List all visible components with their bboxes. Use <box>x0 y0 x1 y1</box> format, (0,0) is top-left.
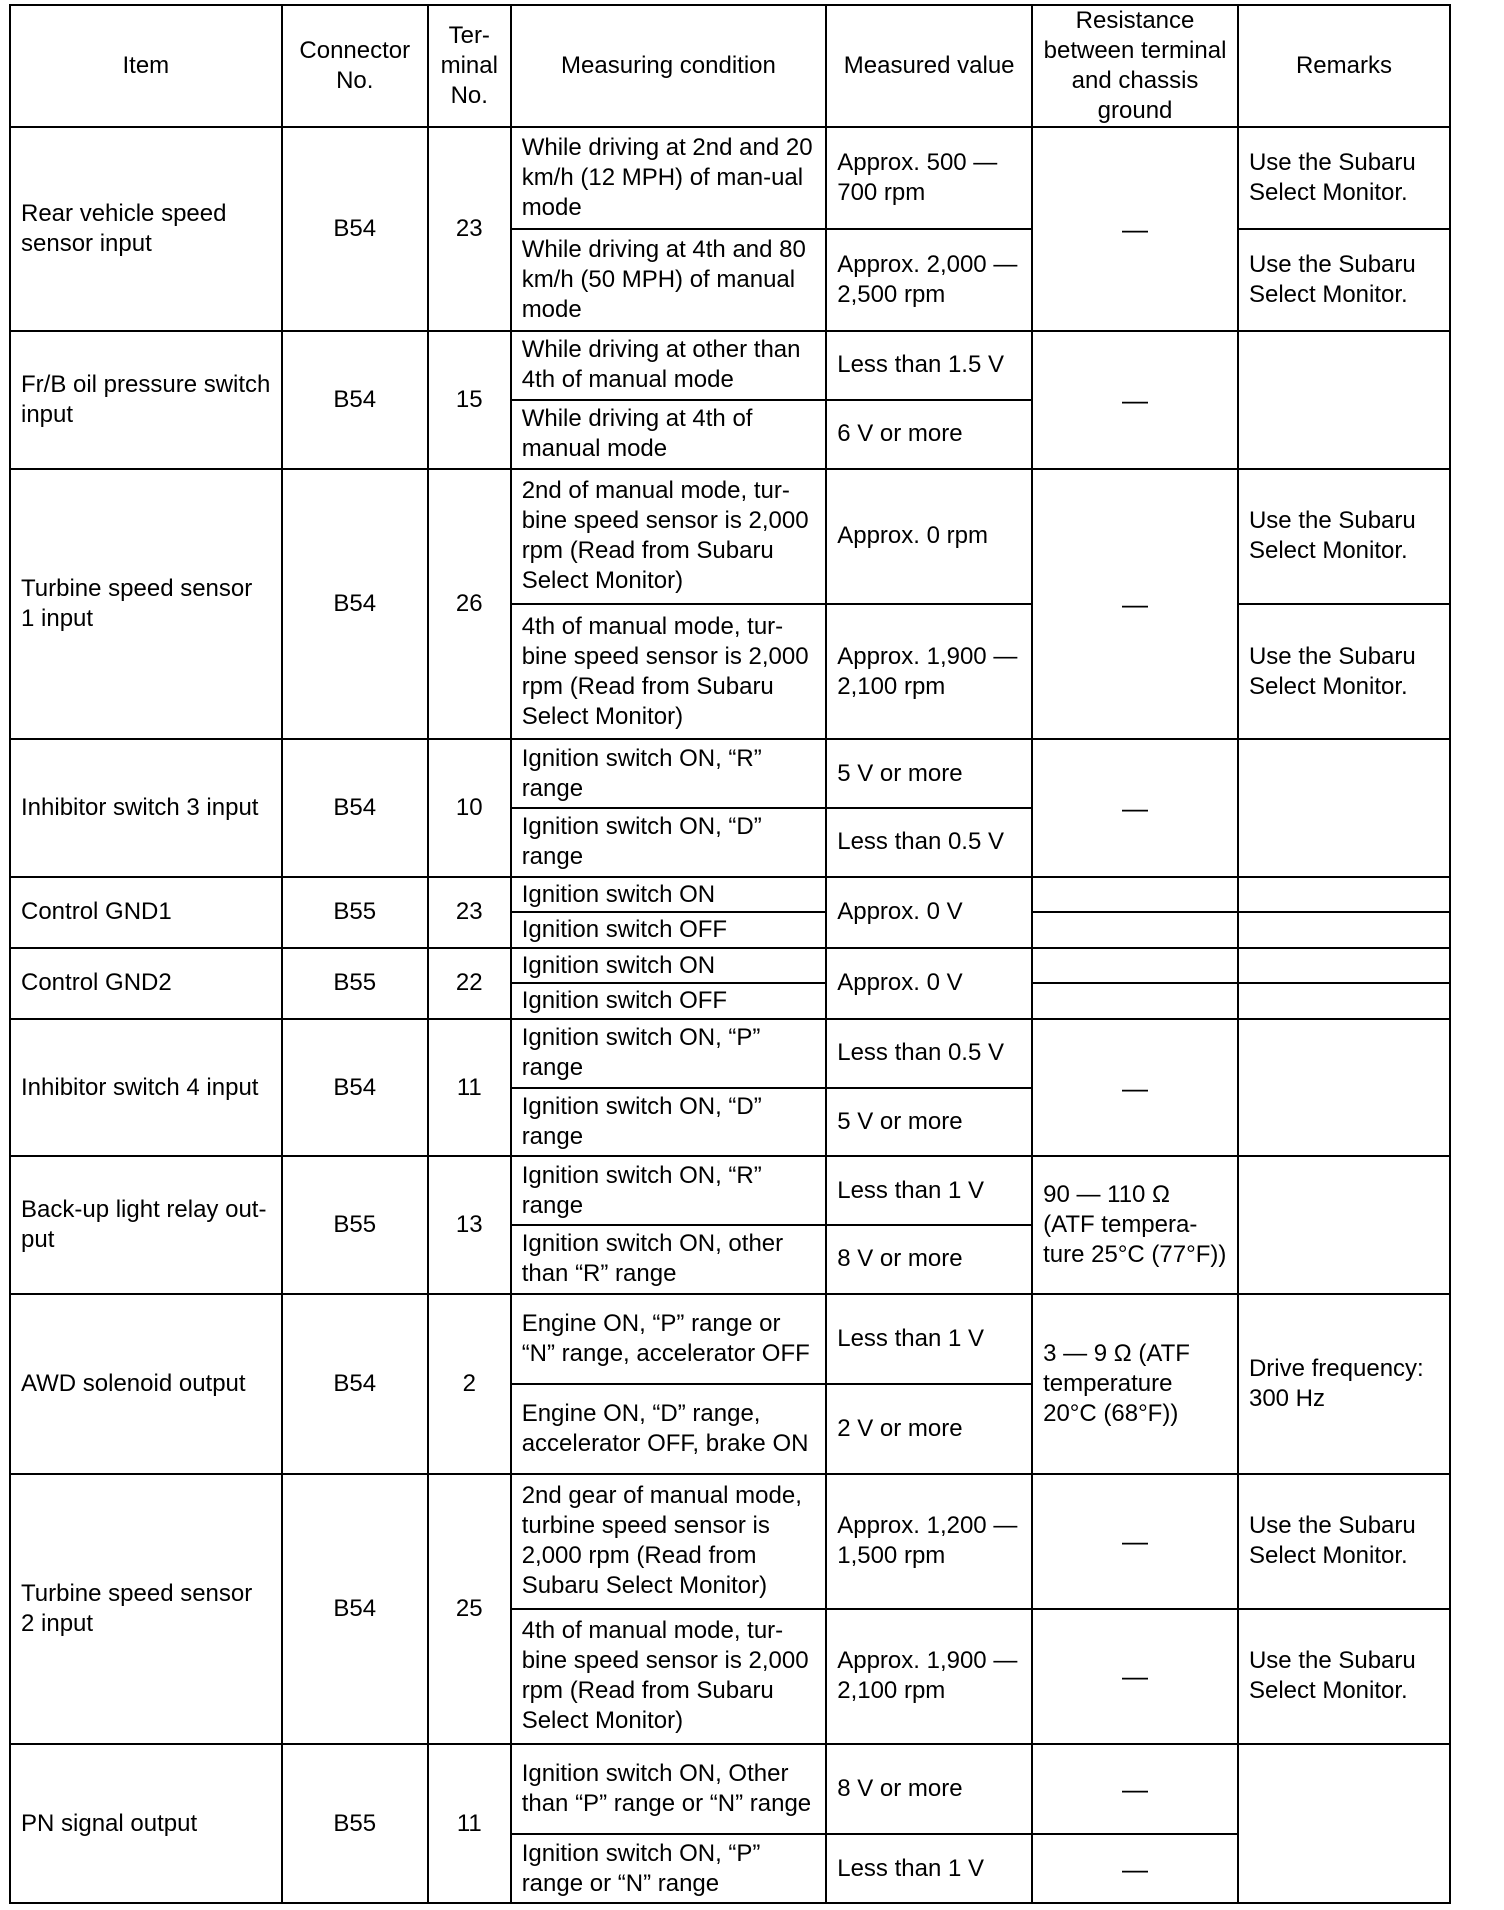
resistance-cell: — <box>1032 127 1238 331</box>
value-cell: Less than 0.5 V <box>826 808 1032 877</box>
item-cell: Control GND1 <box>10 877 282 948</box>
header-value: Measured value <box>826 5 1032 127</box>
condition-cell: Ignition switch ON, other than “R” range <box>511 1225 827 1294</box>
value-cell: Less than 1 V <box>826 1834 1032 1903</box>
value-cell: Less than 1 V <box>826 1156 1032 1225</box>
table-row <box>10 331 1450 400</box>
value-cell: Approx. 0 V <box>826 948 1032 1019</box>
table-row <box>10 739 1450 808</box>
condition-cell: While driving at other than 4th of manual mode <box>511 331 827 400</box>
resistance-cell: — <box>1032 331 1238 469</box>
condition-cell: Ignition switch ON, “D” range <box>511 808 827 877</box>
condition-cell: Ignition switch ON, “R” range <box>511 1156 827 1225</box>
table-row <box>10 469 1450 604</box>
terminal-cell: 26 <box>428 469 511 740</box>
value-cell: Less than 1 V <box>826 1294 1032 1384</box>
remarks-cell: Use the Subaru Select Monitor. <box>1238 229 1450 331</box>
condition-cell: 2nd of manual mode, tur-bine speed sensor is 2,000 rpm (Read from Subaru Select Monitor) <box>511 469 827 604</box>
connector-cell: B54 <box>282 1294 428 1474</box>
remarks-cell: Use the Subaru Select Monitor. <box>1238 604 1450 739</box>
value-cell: Approx. 2,000 — 2,500 rpm <box>826 229 1032 331</box>
connector-cell: B54 <box>282 469 428 740</box>
condition-cell: 4th of manual mode, tur-bine speed sensor is 2,000 rpm (Read from Subaru Select Monitor) <box>511 604 827 739</box>
resistance-cell <box>1032 877 1238 912</box>
condition-cell: While driving at 4th of manual mode <box>511 400 827 469</box>
value-cell: 6 V or more <box>826 400 1032 469</box>
item-cell: Inhibitor switch 4 input <box>10 1019 282 1157</box>
value-cell: 5 V or more <box>826 739 1032 808</box>
condition-cell: Ignition switch OFF <box>511 983 827 1018</box>
item-cell: Back-up light relay out-put <box>10 1156 282 1294</box>
condition-cell: While driving at 4th and 80 km/h (50 MPH) of manual mode <box>511 229 827 331</box>
condition-cell: Ignition switch ON, Other than “P” range or “N” range <box>511 1744 827 1834</box>
header-connector: Connector No. <box>282 5 428 127</box>
resistance-cell: — <box>1032 1474 1238 1609</box>
remarks-cell <box>1238 983 1450 1018</box>
terminal-cell: 13 <box>428 1156 511 1294</box>
table-row <box>10 1019 1450 1088</box>
table-row <box>10 1474 1450 1609</box>
condition-cell: 2nd gear of manual mode, turbine speed sensor is 2,000 rpm (Read from Subaru Select Monitor) <box>511 1474 827 1609</box>
connector-cell: B55 <box>282 948 428 1019</box>
value-cell: 8 V or more <box>826 1225 1032 1294</box>
condition-cell: Engine ON, “D” range, accelerator OFF, brake ON <box>511 1384 827 1474</box>
condition-cell: Ignition switch OFF <box>511 912 827 947</box>
value-cell: Less than 0.5 V <box>826 1019 1032 1088</box>
connector-cell: B55 <box>282 1744 428 1903</box>
resistance-cell: — <box>1032 1744 1238 1834</box>
value-cell: Approx. 1,900 — 2,100 rpm <box>826 1609 1032 1744</box>
remarks-cell <box>1238 1744 1450 1903</box>
connector-cell: B54 <box>282 127 428 331</box>
value-cell: 5 V or more <box>826 1088 1032 1157</box>
resistance-cell <box>1032 983 1238 1018</box>
condition-cell: Ignition switch ON <box>511 877 827 912</box>
remarks-cell: Use the Subaru Select Monitor. <box>1238 1474 1450 1609</box>
remarks-cell: Use the Subaru Select Monitor. <box>1238 127 1450 229</box>
header-item: Item <box>10 5 282 127</box>
connector-cell: B54 <box>282 331 428 469</box>
condition-cell: Engine ON, “P” range or “N” range, accelerator OFF <box>511 1294 827 1384</box>
value-cell: Approx. 1,900 — 2,100 rpm <box>826 604 1032 739</box>
item-cell: Control GND2 <box>10 948 282 1019</box>
remarks-cell <box>1238 877 1450 912</box>
item-cell: Turbine speed sensor 1 input <box>10 469 282 740</box>
item-cell: Fr/B oil pressure switch input <box>10 331 282 469</box>
terminal-cell: 10 <box>428 739 511 877</box>
resistance-cell: 3 — 9 Ω (ATF temperature 20°C (68°F)) <box>1032 1294 1238 1474</box>
resistance-cell: — <box>1032 1834 1238 1903</box>
terminal-cell: 2 <box>428 1294 511 1474</box>
condition-cell: Ignition switch ON, “D” range <box>511 1088 827 1157</box>
terminal-cell: 23 <box>428 127 511 331</box>
table-row <box>10 877 1450 912</box>
value-cell: Approx. 0 V <box>826 877 1032 948</box>
item-cell: Rear vehicle speed sensor input <box>10 127 282 331</box>
value-cell: 8 V or more <box>826 1744 1032 1834</box>
table-row <box>10 948 1450 983</box>
condition-cell: While driving at 2nd and 20 km/h (12 MPH) of man-ual mode <box>511 127 827 229</box>
connector-cell: B54 <box>282 739 428 877</box>
table-row <box>10 1294 1450 1384</box>
header-terminal: Ter-minal No. <box>428 5 511 127</box>
value-cell: 2 V or more <box>826 1384 1032 1474</box>
connector-cell: B54 <box>282 1474 428 1745</box>
header-remarks: Remarks <box>1238 5 1450 127</box>
remarks-cell <box>1238 739 1450 877</box>
remarks-cell <box>1238 1156 1450 1294</box>
connector-cell: B55 <box>282 1156 428 1294</box>
connector-cell: B54 <box>282 1019 428 1157</box>
resistance-cell: 90 — 110 Ω (ATF tempera-ture 25°C (77°F)) <box>1032 1156 1238 1294</box>
table-row <box>10 127 1450 229</box>
resistance-cell: — <box>1032 739 1238 877</box>
value-cell: Less than 1.5 V <box>826 331 1032 400</box>
value-cell: Approx. 1,200 — 1,500 rpm <box>826 1474 1032 1609</box>
terminal-cell: 11 <box>428 1744 511 1903</box>
item-cell: Inhibitor switch 3 input <box>10 739 282 877</box>
resistance-cell: — <box>1032 469 1238 740</box>
header-row <box>10 5 1450 127</box>
condition-cell: Ignition switch ON <box>511 948 827 983</box>
remarks-cell <box>1238 331 1450 469</box>
remarks-cell: Use the Subaru Select Monitor. <box>1238 469 1450 604</box>
remarks-cell <box>1238 948 1450 983</box>
item-cell: PN signal output <box>10 1744 282 1903</box>
terminal-cell: 23 <box>428 877 511 948</box>
item-cell: AWD solenoid output <box>10 1294 282 1474</box>
resistance-cell <box>1032 912 1238 947</box>
item-cell: Turbine speed sensor 2 input <box>10 1474 282 1745</box>
value-cell: Approx. 500 — 700 rpm <box>826 127 1032 229</box>
condition-cell: 4th of manual mode, tur-bine speed sensor is 2,000 rpm (Read from Subaru Select Monitor) <box>511 1609 827 1744</box>
terminal-spec-table <box>9 4 1451 1904</box>
remarks-cell: Use the Subaru Select Monitor. <box>1238 1609 1450 1744</box>
header-condition: Measuring condition <box>511 5 827 127</box>
terminal-cell: 15 <box>428 331 511 469</box>
remarks-cell <box>1238 1019 1450 1157</box>
condition-cell: Ignition switch ON, “P” range or “N” range <box>511 1834 827 1903</box>
remarks-cell <box>1238 912 1450 947</box>
table-row <box>10 1156 1450 1225</box>
terminal-cell: 11 <box>428 1019 511 1157</box>
table-row <box>10 1744 1450 1834</box>
connector-cell: B55 <box>282 877 428 948</box>
terminal-cell: 25 <box>428 1474 511 1745</box>
header-resistance: Resistance between terminal and chassis ground <box>1032 5 1238 127</box>
value-cell: Approx. 0 rpm <box>826 469 1032 604</box>
condition-cell: Ignition switch ON, “R” range <box>511 739 827 808</box>
terminal-cell: 22 <box>428 948 511 1019</box>
condition-cell: Ignition switch ON, “P” range <box>511 1019 827 1088</box>
resistance-cell: — <box>1032 1609 1238 1744</box>
resistance-cell <box>1032 948 1238 983</box>
resistance-cell: — <box>1032 1019 1238 1157</box>
remarks-cell: Drive frequency: 300 Hz <box>1238 1294 1450 1474</box>
